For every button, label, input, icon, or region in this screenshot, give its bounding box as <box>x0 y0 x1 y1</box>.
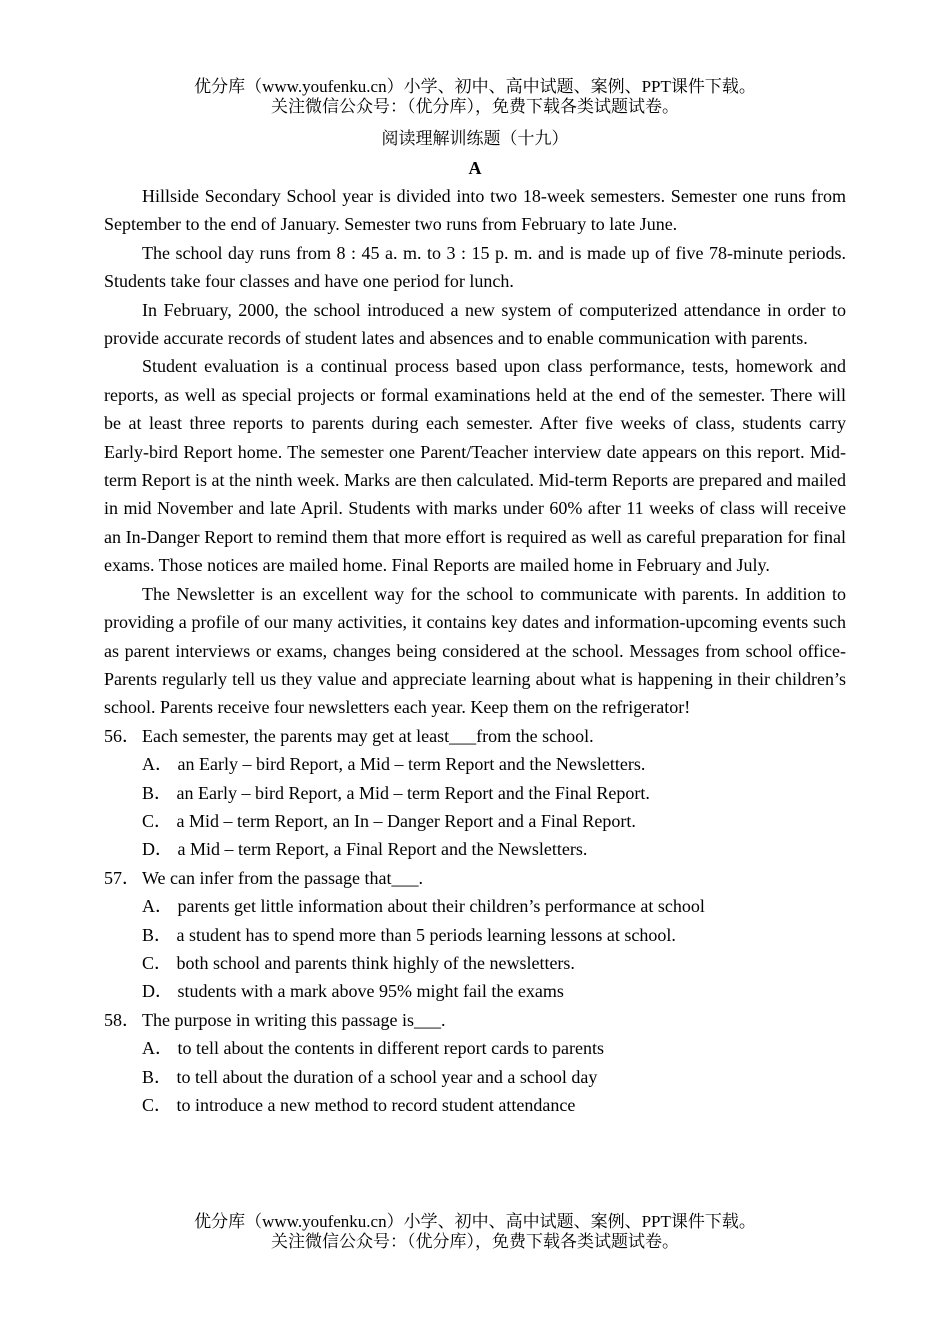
question-number: 56． <box>104 725 140 746</box>
stem-text: The purpose in writing this passage is <box>142 1009 414 1030</box>
paragraph: Hillside Secondary School year is divided into two 18-week semesters. Semester one runs from September to the end of January. Semester two runs from February to late June. <box>104 186 846 235</box>
option-a: A． parents get little information about their children’s performance at school <box>142 896 705 917</box>
option-b: B． to tell about the duration of a school year and a school day <box>142 1066 598 1087</box>
option-b: B． an Early – bird Report, a Mid – term Report and the Final Report. <box>142 782 650 803</box>
footer-line-2: 关注微信公众号：（优分库），免费下载各类试题试卷。 <box>271 1232 679 1251</box>
header-line-2: 关注微信公众号：（优分库），免费下载各类试题试卷。 <box>271 97 679 116</box>
paragraph: Student evaluation is a continual process based upon class performance, tests, homework and reports, as well as special projects or formal examinations held at the end of the semester. There will be at least three reports to parents during each semester. After five weeks of class, students carry Early-bird Report home. The semester one Parent/Teacher interview date appears on this report. Mid-term Report is at the ninth week. Marks are then calculated. Mid-term Reports are prepared and mailed in mid November and late April. Students with marks under 60% after 11 weeks of class will receive an In-Danger Report to remind them that more effort is required as well as careful preparation for final exams. Those notices are mailed home. Final Reports are mailed home in February and July. <box>104 356 846 576</box>
paragraph: In February, 2000, the school introduced a new system of computerized attendance in order to provide accurate records of student lates and absences and to enable communication with parents. <box>104 299 846 349</box>
stem-text: We can infer from the passage that <box>142 867 392 888</box>
stem-text: . <box>440 1009 446 1030</box>
option-a: A． an Early – bird Report, a Mid – term Report and the Newsletters. <box>142 754 646 775</box>
passage-body <box>104 182 846 1119</box>
option-b: B． a student has to spend more than 5 periods learning lessons at school. <box>142 924 676 945</box>
header-line-1: 优分库（www.youfenku.cn）小学、初中、高中试题、案例、PPT课件下载。 <box>194 77 756 96</box>
option-c: C． a Mid – term Report, an In – Danger Report and a Final Report. <box>142 810 636 831</box>
question-stem <box>104 864 846 892</box>
answer-blank: ___ <box>391 867 419 888</box>
question-stem <box>104 1006 846 1034</box>
answer-blank: ___ <box>449 725 477 746</box>
section-letter: A <box>468 158 482 178</box>
paragraph: The Newsletter is an excellent way for the school to communicate with parents. In addition to providing a profile of our many activities, it contains key dates and information-upcoming events such as parent interviews or exams, changes being considered at the school. Messages from school office-Parents regularly tell us they value and appreciate learning about what is happening in their children’s school. Parents receive four newsletters each year. Keep them on the refrigerator! <box>104 583 846 718</box>
question-number: 57． <box>104 867 140 888</box>
option-d: D． students with a mark above 95% might fail the exams <box>142 981 564 1002</box>
option-c: C． both school and parents think highly of the newsletters. <box>142 952 575 973</box>
question-57 <box>104 864 846 1006</box>
stem-text: . <box>418 867 423 888</box>
option-d: D． a Mid – term Report, a Final Report and the Newsletters. <box>142 839 588 860</box>
page-header <box>0 77 950 117</box>
stem-text: Each semester, the parents may get at least <box>142 725 450 746</box>
question-58 <box>104 1006 846 1120</box>
option-c: C． to introduce a new method to record student attendance <box>142 1095 576 1115</box>
paragraph: The school day runs from 8 : 45 a. m. to 3 : 15 p. m. and is made up of five 78-minute periods. Students take four classes and have one period for lunch. <box>104 242 846 292</box>
page-title: 阅读理解训练题（十九） <box>381 129 569 148</box>
answer-blank: ___ <box>413 1009 441 1030</box>
question-stem <box>104 722 846 750</box>
stem-text: from the school. <box>476 725 594 746</box>
option-a: A． to tell about the contents in different report cards to parents <box>142 1038 605 1059</box>
page-footer <box>0 1212 950 1252</box>
footer-line-1: 优分库（www.youfenku.cn）小学、初中、高中试题、案例、PPT课件下载。 <box>194 1212 756 1231</box>
question-56 <box>104 722 846 864</box>
question-number: 58． <box>104 1009 140 1030</box>
